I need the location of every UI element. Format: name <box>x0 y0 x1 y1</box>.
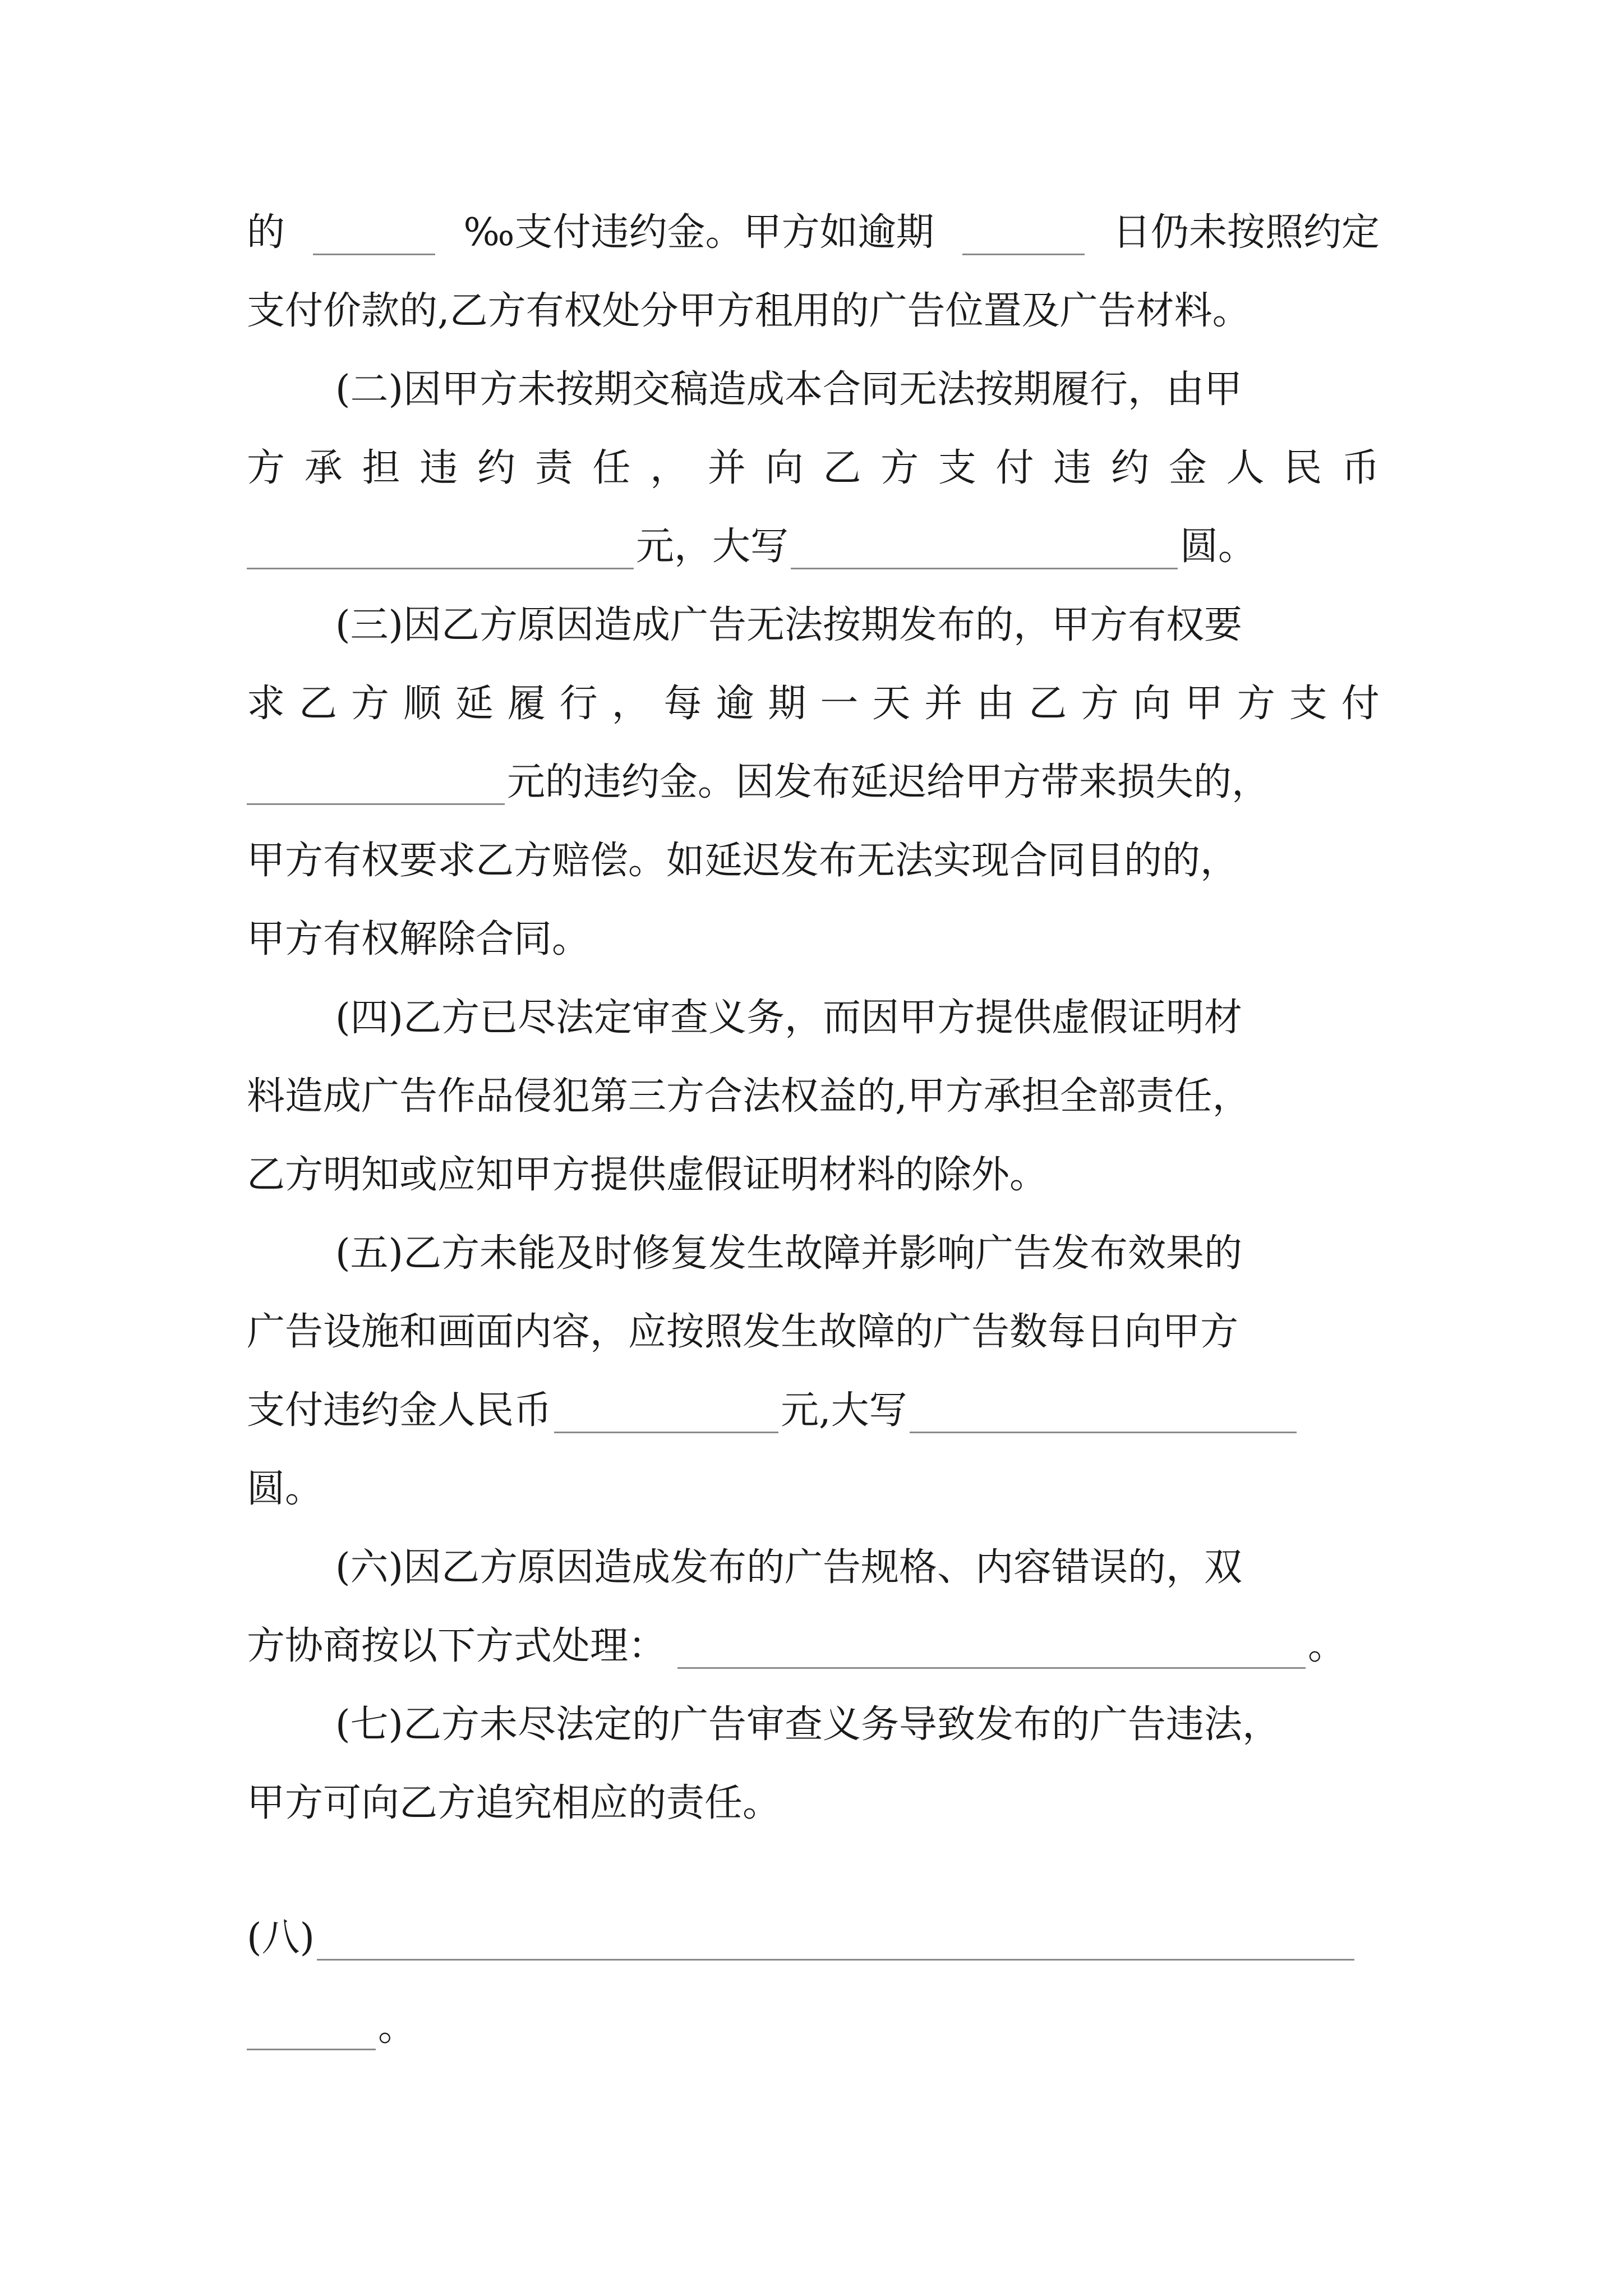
text-line-5 <box>247 519 1380 575</box>
text-segment: (七)乙方未尽法定的广告审查义务导致发布的广告违法， <box>335 1703 1281 1747</box>
text-line-15 <box>247 1304 1380 1360</box>
fill-in-blank[interactable] <box>317 1925 1354 1961</box>
char: 违 <box>419 446 458 490</box>
char: 乙 <box>298 682 337 726</box>
char: 责 <box>534 446 573 490</box>
text-line-8 <box>247 754 1380 811</box>
fill-in-blank[interactable] <box>247 2015 376 2050</box>
text-line-23 <box>247 2000 1380 2056</box>
char: 向 <box>1132 682 1171 726</box>
spaced-line-2 <box>247 676 1380 732</box>
clause-five-line <box>335 1226 1380 1282</box>
clause-eight-line <box>247 1910 1380 1966</box>
char: 方 <box>247 446 285 490</box>
char: 方 <box>1081 682 1119 726</box>
char: 方 <box>351 682 389 726</box>
char: 一 <box>820 682 859 726</box>
text-segment: 元,大写 <box>781 1388 907 1433</box>
clause-six-line <box>335 1540 1380 1596</box>
fill-in-blank[interactable] <box>962 220 1085 255</box>
text-segment: 。 <box>1308 1624 1347 1668</box>
fill-in-blank[interactable] <box>554 1398 778 1433</box>
char: 币 <box>1341 446 1380 490</box>
text-segment: 元的违约金。因发布延迟给甲方带来损失的， <box>507 760 1270 804</box>
text-segment: 的 <box>247 210 285 255</box>
char: 行 <box>559 682 598 726</box>
char: 付 <box>995 446 1034 490</box>
char: 民 <box>1284 446 1322 490</box>
char: 任 <box>592 446 631 490</box>
char: 承 <box>304 446 343 490</box>
char: 支 <box>938 446 976 490</box>
text-segment: (六)因乙方原因造成发布的广告规格、内容错误的，双 <box>335 1545 1243 1590</box>
char: 期 <box>768 682 806 726</box>
text-segment: 元，大写 <box>636 524 789 569</box>
char: 顺 <box>403 682 441 726</box>
char: 并 <box>707 446 746 490</box>
text-line-17 <box>247 1461 1380 1517</box>
text-segment: (五)乙方未能及时修复发生故障并影响广告发布效果的 <box>335 1231 1243 1276</box>
fill-in-blank[interactable] <box>247 534 634 569</box>
text-segment: (八) <box>247 1916 315 1960</box>
char: 乙 <box>823 446 861 490</box>
char: ， <box>611 682 650 726</box>
text-segment: 甲方有权要求乙方赔偿。如延迟发布无法实现合同目的的， <box>247 839 1239 883</box>
spaced-line-1 <box>247 440 1380 496</box>
text-line-10 <box>247 912 1380 968</box>
char: 违 <box>1053 446 1092 490</box>
text-segment: 甲方可向乙方追究相应的责任。 <box>247 1781 781 1825</box>
char: 支 <box>1289 682 1327 726</box>
text-segment: 圆。 <box>247 1467 324 1511</box>
char: 方 <box>1237 682 1275 726</box>
char: 由 <box>976 682 1015 726</box>
char: 人 <box>1226 446 1265 490</box>
clause-two-line <box>335 362 1380 418</box>
char: 天 <box>872 682 911 726</box>
fill-in-blank[interactable] <box>247 770 505 805</box>
char: 担 <box>362 446 400 490</box>
text-line-9 <box>247 833 1380 889</box>
char: 延 <box>455 682 494 726</box>
text-segment: 方协商按以下方式处理： <box>247 1624 667 1668</box>
text-segment: 圆。 <box>1180 524 1257 569</box>
char: 并 <box>924 682 963 726</box>
char: 乙 <box>1029 682 1067 726</box>
text-segment: (二)因甲方未按期交稿造成本合同无法按期履行，由甲 <box>335 367 1243 412</box>
char: 履 <box>507 682 546 726</box>
text-line-19 <box>247 1618 1380 1674</box>
text-segment: 支付违约金人民币 <box>247 1388 552 1433</box>
text-line-16 <box>247 1383 1380 1439</box>
char: 付 <box>1341 682 1380 726</box>
clause-three-line <box>335 597 1380 654</box>
fill-in-blank[interactable] <box>910 1398 1297 1433</box>
text-segment: 料造成广告作品侵犯第三方合法权益的,甲方承担全部责任， <box>247 1074 1251 1119</box>
char: 每 <box>663 682 702 726</box>
char: 逾 <box>716 682 754 726</box>
text-line-1 <box>247 205 1380 261</box>
text-segment: 。 <box>378 2005 417 2050</box>
clause-four-line <box>335 990 1380 1046</box>
text-segment: ‰支付违约金。甲方如逾期 <box>463 210 934 255</box>
fill-in-blank[interactable] <box>313 220 435 255</box>
char: 约 <box>1111 446 1150 490</box>
text-segment: (四)乙方已尽法定审查义务，而因甲方提供虚假证明材 <box>335 996 1243 1040</box>
text-segment: 甲方有权解除合同。 <box>247 917 591 961</box>
char: 求 <box>247 682 285 726</box>
char: 向 <box>765 446 804 490</box>
text-line-13 <box>247 1147 1380 1203</box>
char: ， <box>650 446 689 490</box>
text-segment: 支付价款的,乙方有权处分甲方租用的广告位置及广告材料。 <box>247 289 1251 333</box>
char: 金 <box>1168 446 1207 490</box>
clause-seven-line <box>335 1697 1380 1753</box>
text-line-2 <box>247 283 1380 339</box>
text-segment: 乙方明知或应知甲方提供虚假证明材料的除外。 <box>247 1153 1048 1197</box>
fill-in-blank[interactable] <box>791 534 1178 569</box>
char: 方 <box>880 446 919 490</box>
char: 甲 <box>1184 682 1223 726</box>
text-segment: 广告设施和画面内容，应按照发生故障的广告数每日向甲方 <box>247 1310 1239 1354</box>
text-segment: 日仍未按照约定 <box>1112 210 1380 255</box>
text-segment: (三)因乙方原因造成广告无法按期发布的，甲方有权要 <box>335 603 1243 647</box>
text-line-12 <box>247 1069 1380 1125</box>
fill-in-blank[interactable] <box>677 1634 1306 1669</box>
char: 约 <box>477 446 515 490</box>
text-line-21 <box>247 1775 1380 1832</box>
